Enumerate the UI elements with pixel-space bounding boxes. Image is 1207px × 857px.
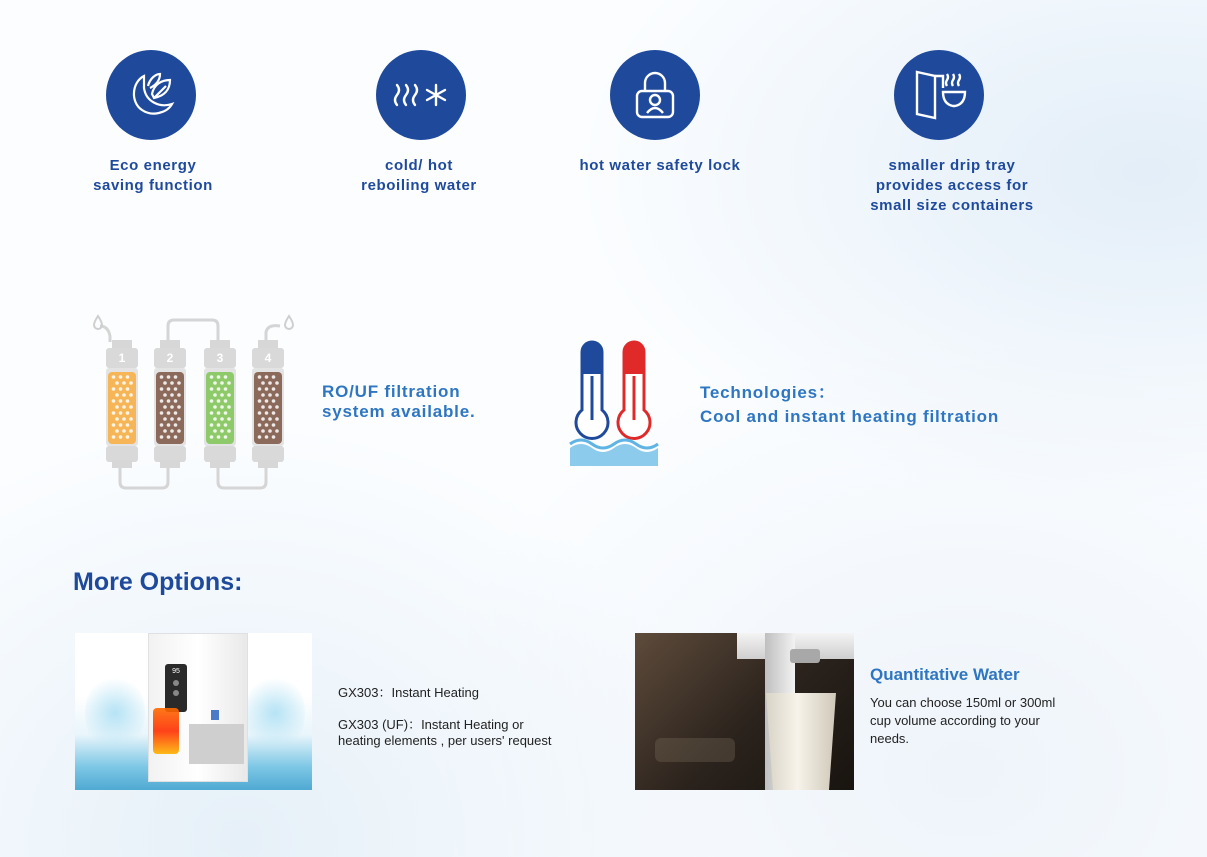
display-value: 95 (172, 668, 180, 675)
option2-line3: needs. (870, 731, 910, 746)
tray-icon-circle (894, 50, 984, 140)
dispenser-body (148, 633, 248, 782)
option2-line2: cup volume according to your (870, 713, 1040, 728)
gx303-product-photo (75, 633, 312, 790)
filtration-diagram (88, 312, 303, 497)
more-options-title: More Options: (73, 568, 243, 596)
feature-label-drip-tray: smaller drip tray provides access for small size containers (870, 157, 1034, 214)
heat-icon-circle (376, 50, 466, 140)
cartridge-number: 3 (216, 351, 224, 365)
technologies-subtitle: Cool and instant heating filtration (700, 407, 1000, 426)
feature-label-cold-hot: cold/ hot reboiling water (361, 157, 477, 194)
cold-thermometer (576, 342, 608, 438)
eco-icon-circle (106, 50, 196, 140)
cartridge-number: 2 (166, 351, 174, 365)
technologies-title: Technologies： (700, 383, 836, 402)
water-drop-right-icon (285, 316, 293, 329)
feature-label-eco: Eco energy saving function (93, 157, 213, 194)
background-furniture (655, 738, 735, 762)
option2-title: Quantitative Water (870, 665, 1020, 684)
thermometer-icon (566, 340, 664, 468)
option1-line3: heating elements , per users' request (338, 733, 552, 748)
option2-line1: You can choose 150ml or 300ml (870, 695, 1056, 710)
filtration-label-1: RO/UF filtration (322, 382, 461, 401)
option1-line1: GX303：Instant Heating (338, 685, 479, 700)
child-lock-icon (627, 67, 683, 123)
hot-thermometer (618, 342, 650, 438)
lock-icon-circle (610, 50, 700, 140)
water-spout (211, 710, 219, 720)
cup-of-water (766, 693, 836, 790)
option1-line2: GX303 (UF)：Instant Heating or (338, 717, 524, 732)
cartridge-number: 1 (118, 351, 126, 365)
leaf-moon-icon (122, 66, 180, 124)
filter-cartridge-3 (204, 340, 236, 468)
spout (790, 649, 820, 663)
filter-cartridge-4 (252, 340, 284, 468)
quantitative-water-photo (635, 633, 854, 790)
filtration-label-2: system available. (322, 402, 476, 421)
filter-cartridge-1 (106, 340, 138, 468)
control-panel (165, 664, 187, 712)
heat-snowflake-icon (391, 75, 451, 115)
cartridge-number: 4 (264, 351, 272, 365)
dispense-area (189, 724, 244, 764)
filter-cartridge-2 (154, 340, 186, 468)
feature-label-lock: hot water safety lock (579, 157, 741, 174)
heating-element (153, 708, 179, 754)
drip-tray-cup-icon (909, 66, 969, 124)
water-drop-left-icon (94, 316, 102, 329)
